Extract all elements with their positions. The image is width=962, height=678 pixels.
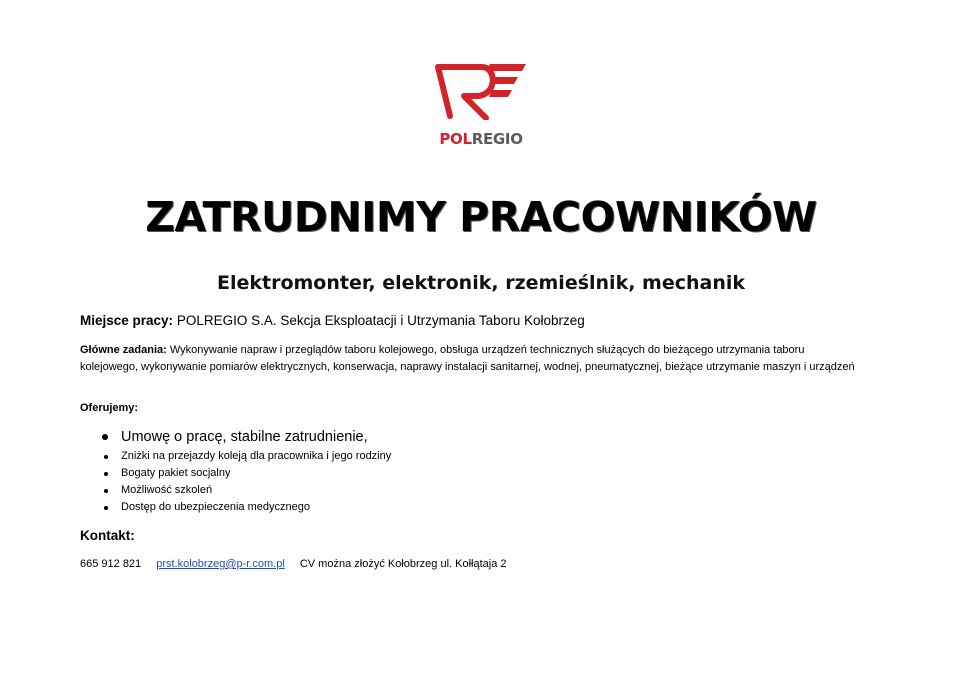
page-headline: ZATRUDNIMY PRACOWNIKÓW xyxy=(145,193,817,241)
contact-email-link[interactable]: prst.kolobrzeg@p-r.com.pl xyxy=(156,558,285,570)
main-tasks-paragraph xyxy=(80,342,860,375)
polregio-logo xyxy=(430,60,532,152)
offer-item: Umowę o pracę, stabilne zatrudnienie, xyxy=(80,426,391,448)
main-tasks-value: Wykonywanie napraw i przeglądów taboru kolejowego, obsługa urządzeń technicznych służących do bieżącego utrzymania taboru kolejowego, wykonywanie pomiarów elektrycznych, konserwacja, naprawy instalacji sanitarnej, wodnej, pneumatycznej, bieżące utrzymanie maszyn i urządzeń xyxy=(80,344,855,373)
workplace-label: Miejsce pracy: xyxy=(80,313,174,328)
logo-word-pol: POL xyxy=(439,130,472,148)
polregio-emblem-icon xyxy=(434,60,530,120)
logo-wordmark xyxy=(430,130,532,148)
offer-item: Dostęp do ubezpieczenia medycznego xyxy=(80,499,391,516)
workplace-line xyxy=(80,313,585,328)
offer-item: Zniżki na przejazdy koleją dla pracownika i jego rodziny xyxy=(80,448,391,465)
cv-note: CV można złożyć Kołobrzeg ul. Kołłątaja 2 xyxy=(299,558,507,570)
contact-phone: 665 912 821 xyxy=(80,558,142,570)
contact-label: Kontakt: xyxy=(80,528,135,543)
offers-list xyxy=(80,426,391,516)
contact-line xyxy=(80,558,507,570)
offer-item: Możliwość szkoleń xyxy=(80,482,391,499)
main-tasks-label: Główne zadania: xyxy=(80,344,167,356)
job-titles-subheading: Elektromonter, elektronik, rzemieślnik, mechanik xyxy=(216,272,746,294)
logo-word-regio: REGIO xyxy=(471,130,523,148)
workplace-value: POLREGIO S.A. Sekcja Eksploatacji i Utrzymania Taboru Kołobrzeg xyxy=(173,313,585,328)
offer-item: Bogaty pakiet socjalny xyxy=(80,465,391,482)
offers-label: Oferujemy: xyxy=(80,402,139,414)
